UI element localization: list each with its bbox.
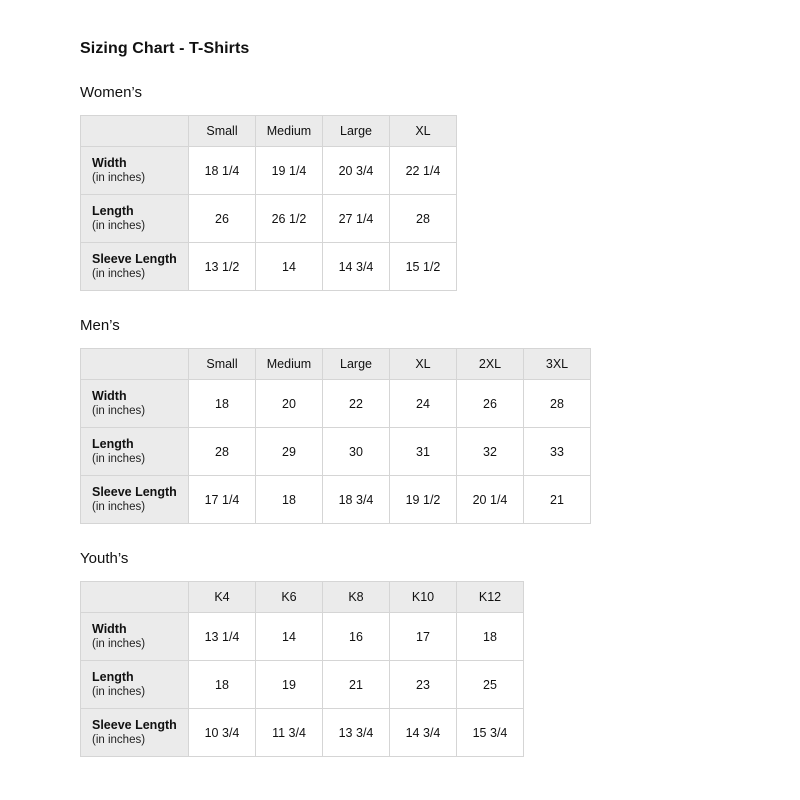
- table-cell: 23: [390, 661, 457, 709]
- column-header: XL: [390, 116, 457, 147]
- table-row: [81, 613, 524, 661]
- column-header: Small: [189, 116, 256, 147]
- table-cell: 18 3/4: [323, 476, 390, 524]
- table-cell: 13 1/4: [189, 613, 256, 661]
- sizing-table-mens: [80, 348, 591, 524]
- table-cell: 25: [457, 661, 524, 709]
- table-cell: 33: [524, 428, 591, 476]
- table-cell: 26 1/2: [256, 195, 323, 243]
- table-cell: 30: [323, 428, 390, 476]
- row-header-unit: (in inches): [92, 220, 146, 233]
- table-cell: 19 1/4: [256, 147, 323, 195]
- row-header-label: Sleeve Length: [92, 251, 177, 266]
- row-header-unit: (in inches): [92, 501, 146, 514]
- column-header: 2XL: [457, 349, 524, 380]
- table-row: [81, 195, 457, 243]
- row-header-label: Length: [92, 436, 134, 451]
- table-cell: 31: [390, 428, 457, 476]
- table-cell: 19: [256, 661, 323, 709]
- table-row: [81, 243, 457, 291]
- table-cell: 21: [524, 476, 591, 524]
- sizing-table-youths: [80, 581, 524, 757]
- row-header-label: Width: [92, 388, 127, 403]
- row-header-unit: (in inches): [92, 686, 146, 699]
- table-cell: 22 1/4: [390, 147, 457, 195]
- section-heading-womens: Women’s: [80, 84, 142, 101]
- table-cell: 13 1/2: [189, 243, 256, 291]
- row-header: [81, 661, 189, 709]
- section-heading-mens: Men’s: [80, 317, 120, 334]
- sizing-table-womens: [80, 115, 457, 291]
- table-cell: 28: [189, 428, 256, 476]
- column-header: Large: [323, 349, 390, 380]
- row-header: [81, 243, 189, 291]
- table-cell: 14: [256, 243, 323, 291]
- table-cell: 18: [457, 613, 524, 661]
- table-row: [81, 476, 591, 524]
- table-cell: 20 1/4: [457, 476, 524, 524]
- table-cell: 20: [256, 380, 323, 428]
- table-row: [81, 709, 524, 757]
- row-header: [81, 380, 189, 428]
- table-cell: 15 1/2: [390, 243, 457, 291]
- table-cell: 16: [323, 613, 390, 661]
- table-cell: 18: [256, 476, 323, 524]
- table-cell: 28: [390, 195, 457, 243]
- column-header: XL: [390, 349, 457, 380]
- row-header-label: Width: [92, 621, 127, 636]
- column-header: K12: [457, 582, 524, 613]
- column-header: K8: [323, 582, 390, 613]
- section-mens: [80, 317, 800, 524]
- row-header-label: Width: [92, 155, 127, 170]
- table-cell: 24: [390, 380, 457, 428]
- table-cell: 18 1/4: [189, 147, 256, 195]
- table-cell: 32: [457, 428, 524, 476]
- column-header: Small: [189, 349, 256, 380]
- table-cell: 21: [323, 661, 390, 709]
- table-cell: 28: [524, 380, 591, 428]
- column-header: Medium: [256, 349, 323, 380]
- row-header-label: Length: [92, 203, 134, 218]
- table-cell: 10 3/4: [189, 709, 256, 757]
- row-header-label: Sleeve Length: [92, 484, 177, 499]
- column-header: Medium: [256, 116, 323, 147]
- table-cell: 17: [390, 613, 457, 661]
- table-cell: 18: [189, 661, 256, 709]
- column-header: [81, 116, 189, 147]
- row-header: [81, 709, 189, 757]
- column-header: K4: [189, 582, 256, 613]
- table-row: [81, 147, 457, 195]
- row-header: [81, 476, 189, 524]
- table-header-row: [81, 349, 591, 380]
- table-cell: 22: [323, 380, 390, 428]
- table-cell: 15 3/4: [457, 709, 524, 757]
- table-cell: 14 3/4: [390, 709, 457, 757]
- row-header: [81, 613, 189, 661]
- section-heading-youths: Youth’s: [80, 550, 129, 567]
- row-header-unit: (in inches): [92, 638, 146, 651]
- row-header-label: Length: [92, 669, 134, 684]
- table-cell: 17 1/4: [189, 476, 256, 524]
- table-cell: 19 1/2: [390, 476, 457, 524]
- row-header-unit: (in inches): [92, 172, 146, 185]
- table-cell: 11 3/4: [256, 709, 323, 757]
- row-header: [81, 195, 189, 243]
- table-cell: 29: [256, 428, 323, 476]
- table-cell: 14 3/4: [323, 243, 390, 291]
- column-header: Large: [323, 116, 390, 147]
- table-cell: 18: [189, 380, 256, 428]
- table-cell: 20 3/4: [323, 147, 390, 195]
- column-header: K6: [256, 582, 323, 613]
- column-header: K10: [390, 582, 457, 613]
- table-row: [81, 380, 591, 428]
- table-cell: 14: [256, 613, 323, 661]
- table-cell: 13 3/4: [323, 709, 390, 757]
- table-row: [81, 428, 591, 476]
- row-header-label: Sleeve Length: [92, 717, 177, 732]
- row-header-unit: (in inches): [92, 405, 146, 418]
- page-title: Sizing Chart - T-Shirts: [80, 40, 250, 57]
- section-womens: [80, 84, 800, 291]
- table-cell: 27 1/4: [323, 195, 390, 243]
- section-youths: [80, 550, 800, 757]
- table-cell: 26: [457, 380, 524, 428]
- column-header: [81, 349, 189, 380]
- table-header-row: [81, 116, 457, 147]
- row-header-unit: (in inches): [92, 734, 146, 747]
- row-header: [81, 147, 189, 195]
- row-header: [81, 428, 189, 476]
- table-row: [81, 661, 524, 709]
- column-header: [81, 582, 189, 613]
- table-cell: 26: [189, 195, 256, 243]
- row-header-unit: (in inches): [92, 268, 146, 281]
- table-header-row: [81, 582, 524, 613]
- column-header: 3XL: [524, 349, 591, 380]
- row-header-unit: (in inches): [92, 453, 146, 466]
